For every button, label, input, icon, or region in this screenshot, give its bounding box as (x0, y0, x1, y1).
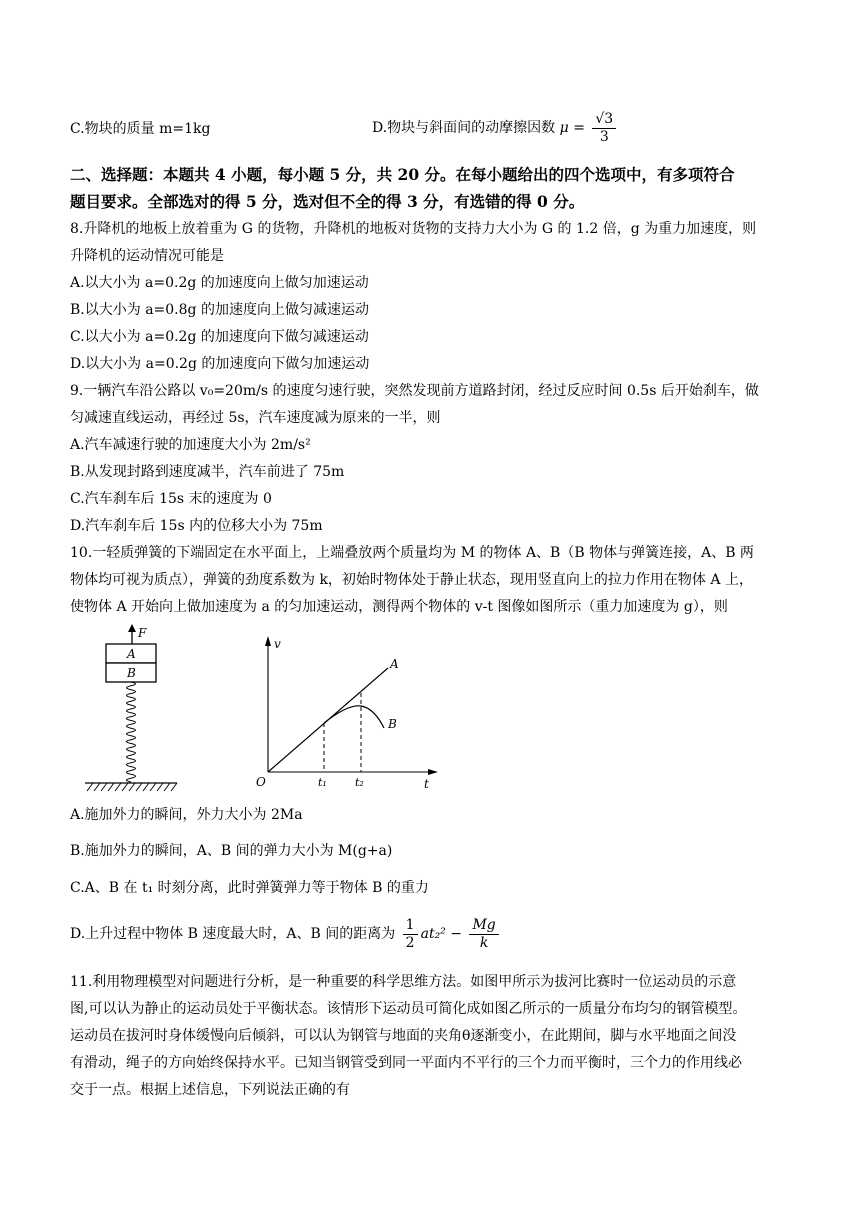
q9-option-d: D.汽车刹车后 15s 内的位移大小为 75m (70, 518, 323, 534)
q9-option-a: A.汽车减速行驶的加速度大小为 2m/s² (70, 437, 311, 453)
q11-stem-line3: 运动员在拔河时身体缓慢向后倾斜，可以认为钢管与地面的夹角θ逐渐变小，在此期间，脚与水平地面之间没 (70, 1028, 737, 1044)
q10-option-b: B.施加外力的瞬间，A、B 间的弹力大小为 M(g+a) (70, 843, 393, 859)
t1-label: t₁ (318, 776, 327, 789)
mu-denominator: 3 (599, 128, 609, 145)
q9-option-b: B.从发现封路到速度减半，汽车前进了 75m (70, 464, 345, 480)
q8-stem-line1: 8.升降机的地板上放着重为 G 的货物，升降机的地板对货物的支持力大小为 G 的 1.2 倍，g 为重力加速度，则 (70, 221, 757, 237)
q7-option-d: D.物块与斜面间的动摩擦因数 μ = $\frac{√3}{3}$ (372, 108, 619, 148)
q10-option-d (70, 914, 502, 954)
q8-option-d: D.以大小为 a=0.2g 的加速度向下做匀加速运动 (70, 356, 370, 372)
q10-option-d-text: D.上升过程中物体 B 速度最大时，A、B 间的距离为 (70, 926, 396, 942)
q8-stem-line2: 升降机的运动情况可能是 (70, 248, 224, 264)
q10-option-c: C.A、B 在 t₁ 时刻分离，此时弹簧弹力等于物体 B 的重力 (70, 880, 429, 896)
q11-stem-line5: 交于一点。根据上述信息，下列说法正确的有 (70, 1082, 350, 1098)
q10-stem-line2: 物体均可视为质点），弹簧的劲度系数为 k，初始时物体处于静止状态，现用竖直向上的拉力作用在物体 A 上， (70, 572, 753, 588)
mg-over-k-fraction (469, 917, 498, 952)
curve-b (324, 706, 384, 728)
half-numerator: 1 (403, 917, 418, 935)
q8-option-a: A.以大小为 a=0.2g 的加速度向上做匀加速运动 (70, 275, 369, 291)
mu-fraction (592, 111, 616, 146)
q9-stem-line1: 9.一辆汽车沿公路以 v₀=20m/s 的速度匀速行驶，突然发现前方道路封闭，经过反应时间 0.5s 后开始刹车，做 (70, 383, 759, 399)
q9-stem-line2: 匀减速直线运动，再经过 5s，汽车速度减为原来的一半，则 (70, 410, 441, 426)
q10-option-d-middle: at₂² − (420, 926, 462, 942)
origin-label: O (256, 775, 266, 789)
force-label: F (138, 626, 147, 640)
line-a-label: A (390, 657, 399, 671)
section2-line2: 题目要求。全部选对的得 5 分，选对但不全的得 3 分，有选错的得 0 分。 (70, 192, 585, 211)
q11-stem-line2: 图,可以认为静止的运动员处于平衡状态。该情形下运动员可简化成如图乙所示的一质量分布均匀的钢管模型。 (70, 1001, 747, 1017)
mg-numerator: Mg (469, 917, 498, 935)
block-b-label: B (127, 666, 136, 680)
q7-option-d-text: D.物块与斜面间的动摩擦因数 (372, 120, 560, 136)
q10-stem-line1: 10.一轻质弹簧的下端固定在水平面上，上端叠放两个质量均为 M 的物体 A、B（B 物体与弹簧连接，A、B 两 (70, 545, 754, 561)
section2-line1: 二、选择题：本题共 4 小题，每小题 5 分，共 20 分。在每小题给出的四个选项中，有多项符合 (70, 165, 735, 184)
t2-label: t₂ (355, 776, 364, 789)
q10-stem-line3: 使物体 A 开始向上做加速度为 a 的匀加速运动，测得两个物体的 v-t 图像如图所示（重力加速度为 g），则 (70, 599, 728, 615)
half-denominator: 2 (405, 934, 415, 951)
vt-graph (248, 628, 448, 793)
q8-option-b: B.以大小为 a=0.8g 的加速度向上做匀减速运动 (70, 302, 369, 318)
q9-option-c: C.汽车刹车后 15s 末的速度为 0 (70, 491, 272, 507)
mu-numerator: √3 (592, 111, 616, 129)
k-denominator: k (479, 934, 489, 951)
ground-hatching (87, 783, 177, 791)
q8-option-c: C.以大小为 a=0.2g 的加速度向下做匀减速运动 (70, 329, 369, 345)
half-fraction (403, 917, 418, 952)
v-axis-label: v (274, 637, 281, 651)
q7-option-c: C.物块的质量 m=1kg (70, 121, 211, 137)
block-a-label: A (127, 647, 136, 661)
q11-stem-line1: 11.利用物理模型对问题进行分析，是一种重要的科学思维方法。如图甲所示为拔河比赛时一位运动员的示意 (70, 974, 737, 990)
q10-option-a: A.施加外力的瞬间，外力大小为 2Ma (70, 807, 303, 823)
q11-stem-line4: 有滑动，绳子的方向始终保持水平。已知当钢管受到同一平面内不平行的三个力而平衡时，三个力的作用线必 (70, 1055, 742, 1071)
curve-b-label: B (388, 717, 397, 731)
spring-blocks-figure (75, 622, 185, 794)
spring-coil (127, 682, 136, 782)
t-axis-label: t (424, 777, 429, 791)
